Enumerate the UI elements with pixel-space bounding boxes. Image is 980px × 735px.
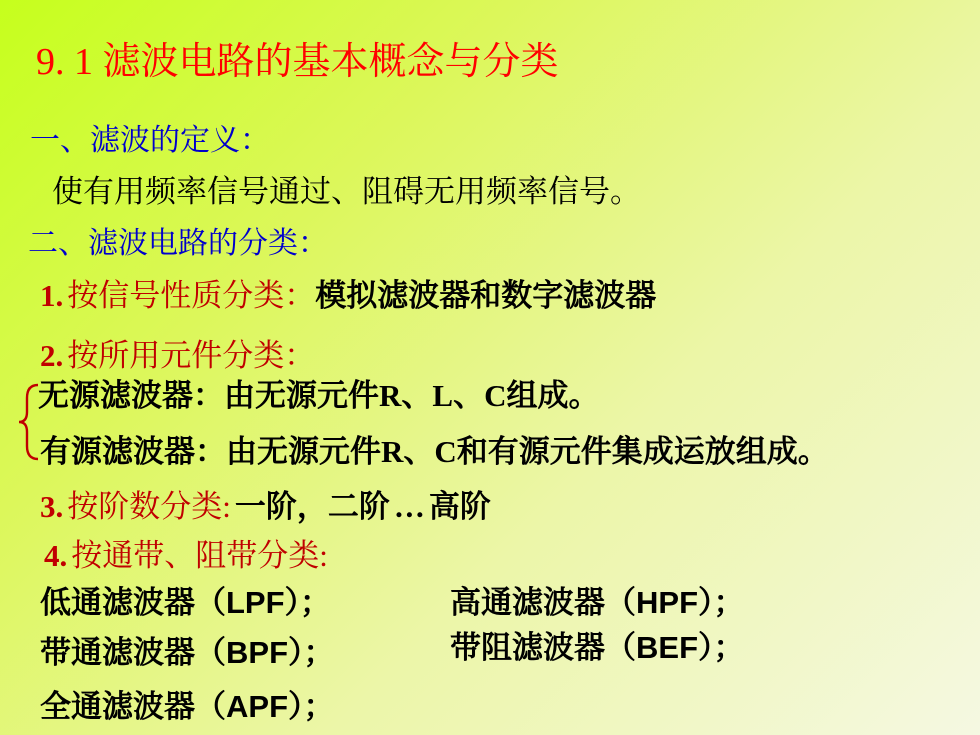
active-filter-name: 有源滤波器 xyxy=(40,434,195,469)
passive-filter-desc: ：由无源元件 xyxy=(193,378,379,413)
order-ellipsis: … xyxy=(393,489,425,524)
passive-filter-name: 无源滤波器 xyxy=(38,378,193,413)
active-filter-components: R、C xyxy=(381,434,457,469)
section-2-heading: 二、滤波电路的分类： xyxy=(28,227,328,260)
classification-by-component xyxy=(40,330,315,375)
highpass-filter: 高通滤波器（HPF）； xyxy=(450,585,745,620)
allpass-filter: 全通滤波器（APF）； xyxy=(40,689,335,724)
item-number: 3. xyxy=(40,489,64,524)
passive-filter-line xyxy=(38,370,599,415)
passive-filter-components: R、L、C xyxy=(379,378,507,413)
item-number: 2. xyxy=(40,338,64,373)
section-1-heading: 一、滤波的定义： xyxy=(30,124,270,157)
classification-by-signal xyxy=(40,270,656,315)
order-values: 一阶，二阶 xyxy=(234,489,390,524)
item-label: 按信号性质分类： xyxy=(67,278,316,313)
order-high: 高阶 xyxy=(428,489,491,524)
item-number: 4. xyxy=(44,538,68,573)
active-filter-desc-end: 和有源元件集成运放组成。 xyxy=(456,434,829,469)
bandstop-filter: 带阻滤波器（BEF）； xyxy=(450,630,745,665)
slide-title: 9. 1 滤波电路的基本概念与分类 xyxy=(36,41,559,83)
item-value: 模拟滤波器和数字滤波器 xyxy=(315,278,657,313)
active-filter-desc: ：由无源元件 xyxy=(195,434,381,469)
active-filter-line xyxy=(40,426,829,471)
item-label: 按阶数分类: xyxy=(67,489,231,524)
bandpass-filter: 带通滤波器（BPF）； xyxy=(40,635,335,670)
item-label: 按通带、阻带分类: xyxy=(71,538,328,573)
lowpass-filter: 低通滤波器（LPF）； xyxy=(40,585,332,620)
item-number: 1. xyxy=(40,278,64,313)
classification-by-order xyxy=(40,481,491,526)
classification-by-band xyxy=(44,530,328,575)
item-label: 按所用元件分类： xyxy=(67,338,316,373)
filter-definition: 使有用频率信号通过、阻碍无用频率信号。 xyxy=(52,174,641,209)
passive-filter-desc-end: 组成。 xyxy=(506,378,600,413)
